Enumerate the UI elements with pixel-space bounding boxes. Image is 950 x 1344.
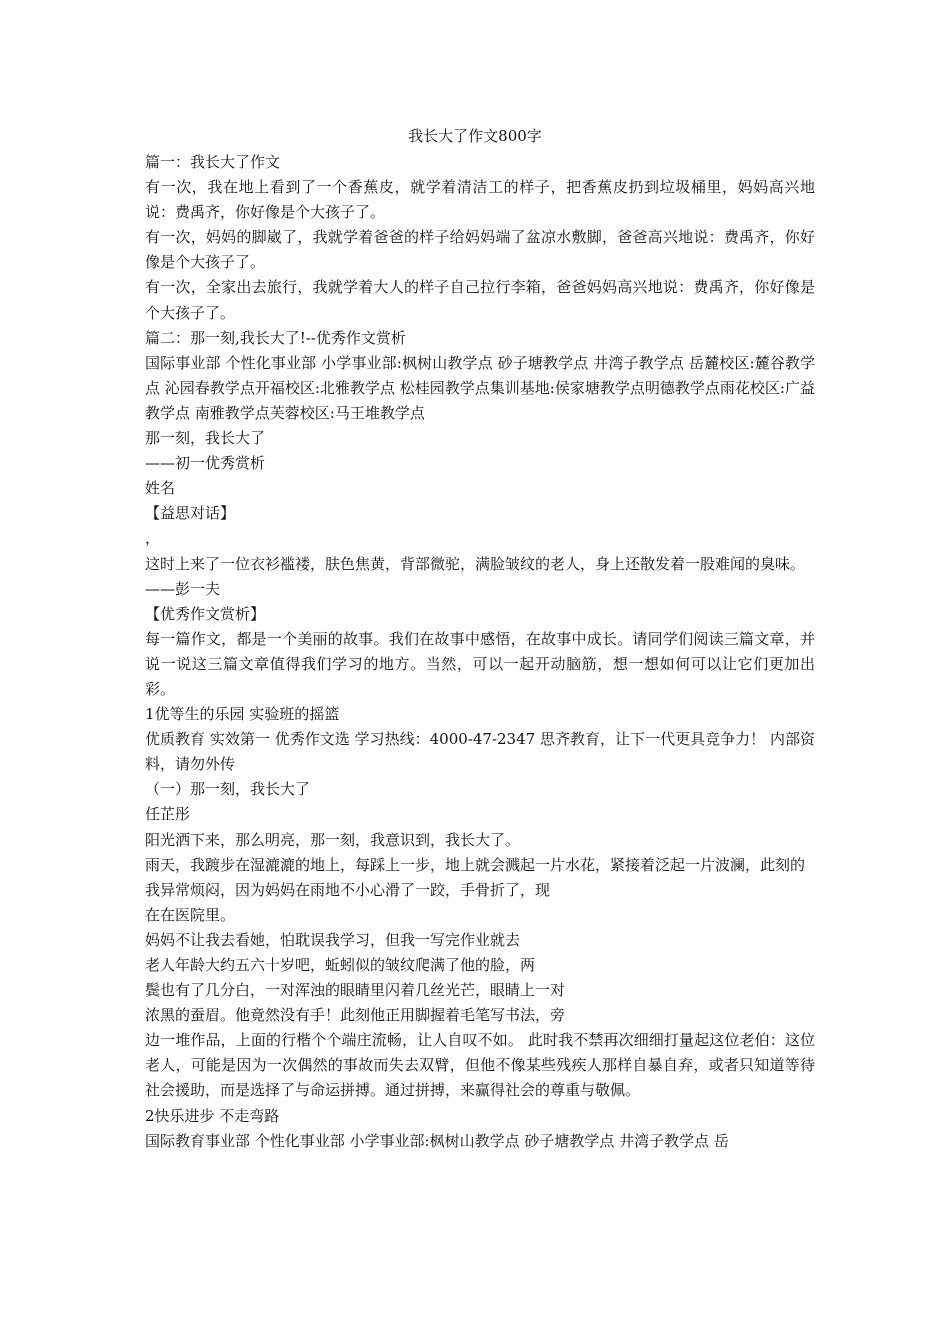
paragraph-13: ——彭一夫 (145, 579, 221, 598)
paragraph-21: 雨天，我踱步在湿漉漉的地上，每踩上一步，地上就会溅起一片水花，紧接着泛起一片波澜，此刻的 (145, 855, 806, 874)
paragraph-7: 那一刻，我长大了 (145, 429, 266, 448)
paragraph-20: 阳光洒下来，那么明亮，那一刻，我意识到，我长大了。 (145, 830, 521, 849)
paragraph-2: 有一次，我在地上看到了一个香蕉皮，就学着清洁工的样子，把香蕉皮扔到垃圾桶里，妈妈高兴地说：费禹齐，你好像是个大孩子了。 (145, 178, 815, 222)
paragraph-22: 我异常烦闷，因为妈妈在雨地不小心滑了一跤，手骨折了，现 (145, 880, 551, 899)
paragraph-26: 鬓也有了几分白，一对浑浊的眼睛里闪着几丝光芒，眼睛上一对 (145, 981, 566, 1000)
section-heading-2: 篇二：那一刻,我长大了!--优秀作文赏析 (145, 328, 406, 347)
paragraph-9: 姓名 (145, 479, 176, 498)
paragraph-17: 优质教育 实效第一 优秀作文选 学习热线：4000-47-2347 思齐教育，让下一代更具竞争力！ 内部资料，请勿外传 (145, 730, 815, 774)
paragraph-12: 这时上来了一位衣衫褴褛，肤色焦黄，背部微驼，满脸皱纹的老人，身上还散发着一股难闻的臭味。 (145, 554, 806, 573)
paragraph-16: 1优等生的乐园 实验班的摇篮 (145, 705, 340, 724)
document-title: 我长大了作文800字 (408, 127, 542, 145)
paragraph-28: 边一堆作品，上面的行楷个个端庄流畅，让人自叹不如。 此时我不禁再次细细打量起这位老伯：这位老人，可能是因为一次偶然的事故而失去双臂，但他不像某些残疾人那样自暴自弃，或者只知道等待社会援助，而是选择了与命运拼搏。通过拼搏，来赢得社会的尊重与敬佩。 (145, 1031, 815, 1100)
paragraph-10: 【益思对话】 (145, 504, 236, 523)
paragraph-23: 在在医院里。 (145, 905, 236, 924)
paragraph-4: 有一次，全家出去旅行，我就学着大人的样子自己拉行李箱，爸爸妈妈高兴地说：费禹齐，你好像是个大孩子了。 (145, 278, 815, 322)
paragraph-15: 每一篇作文，都是一个美丽的故事。我们在故事中感悟，在故事中成长。请同学们阅读三篇文章，并说一说这三篇文章值得我们学习的地方。当然，可以一起开动脑筋，想一想如何可以让它们更加出彩。 (145, 629, 815, 698)
paragraph-30: 国际教育事业部 个性化事业部 小学事业部:枫树山教学点 砂子塘教学点 井湾子教学点 岳 (145, 1131, 729, 1150)
paragraph-27: 浓黑的蚕眉。他竟然没有手！此刻他正用脚握着毛笔写书法，旁 (145, 1006, 566, 1025)
paragraph-6: 国际事业部 个性化事业部 小学事业部:枫树山教学点 砂子塘教学点 井湾子教学点 岳麓校区:麓谷教学点 沁园春教学点开福校区:北雅教学点 松桂园教学点集训基地:侯家塘教学点明德教学点雨花校区:广益教学点 南雅教学点芙蓉校区:马王堆教学点 (145, 353, 815, 422)
paragraph-3: 有一次，妈妈的脚崴了，我就学着爸爸的样子给妈妈端了盆凉水敷脚，爸爸高兴地说：费禹齐，你好像是个大孩子了。 (145, 228, 815, 272)
paragraph-8: ——初一优秀赏析 (145, 454, 266, 473)
paragraph-18: （一）那一刻，我长大了 (145, 780, 311, 799)
paragraph-24: 妈妈不让我去看她，怕耽误我学习，但我一写完作业就去 (145, 930, 521, 949)
paragraph-11: ， (145, 529, 161, 548)
paragraph-29: 2快乐进步 不走弯路 (145, 1106, 280, 1125)
document-body (145, 150, 815, 1154)
paragraph-19: 任芷彤 (145, 805, 191, 824)
paragraph-14: 【优秀作文赏析】 (145, 604, 266, 623)
paragraph-25: 老人年龄大约五六十岁吧，蚯蚓似的皱纹爬满了他的脸，两 (145, 956, 536, 974)
paragraph-1: 篇一：我长大了作文 (145, 153, 281, 171)
